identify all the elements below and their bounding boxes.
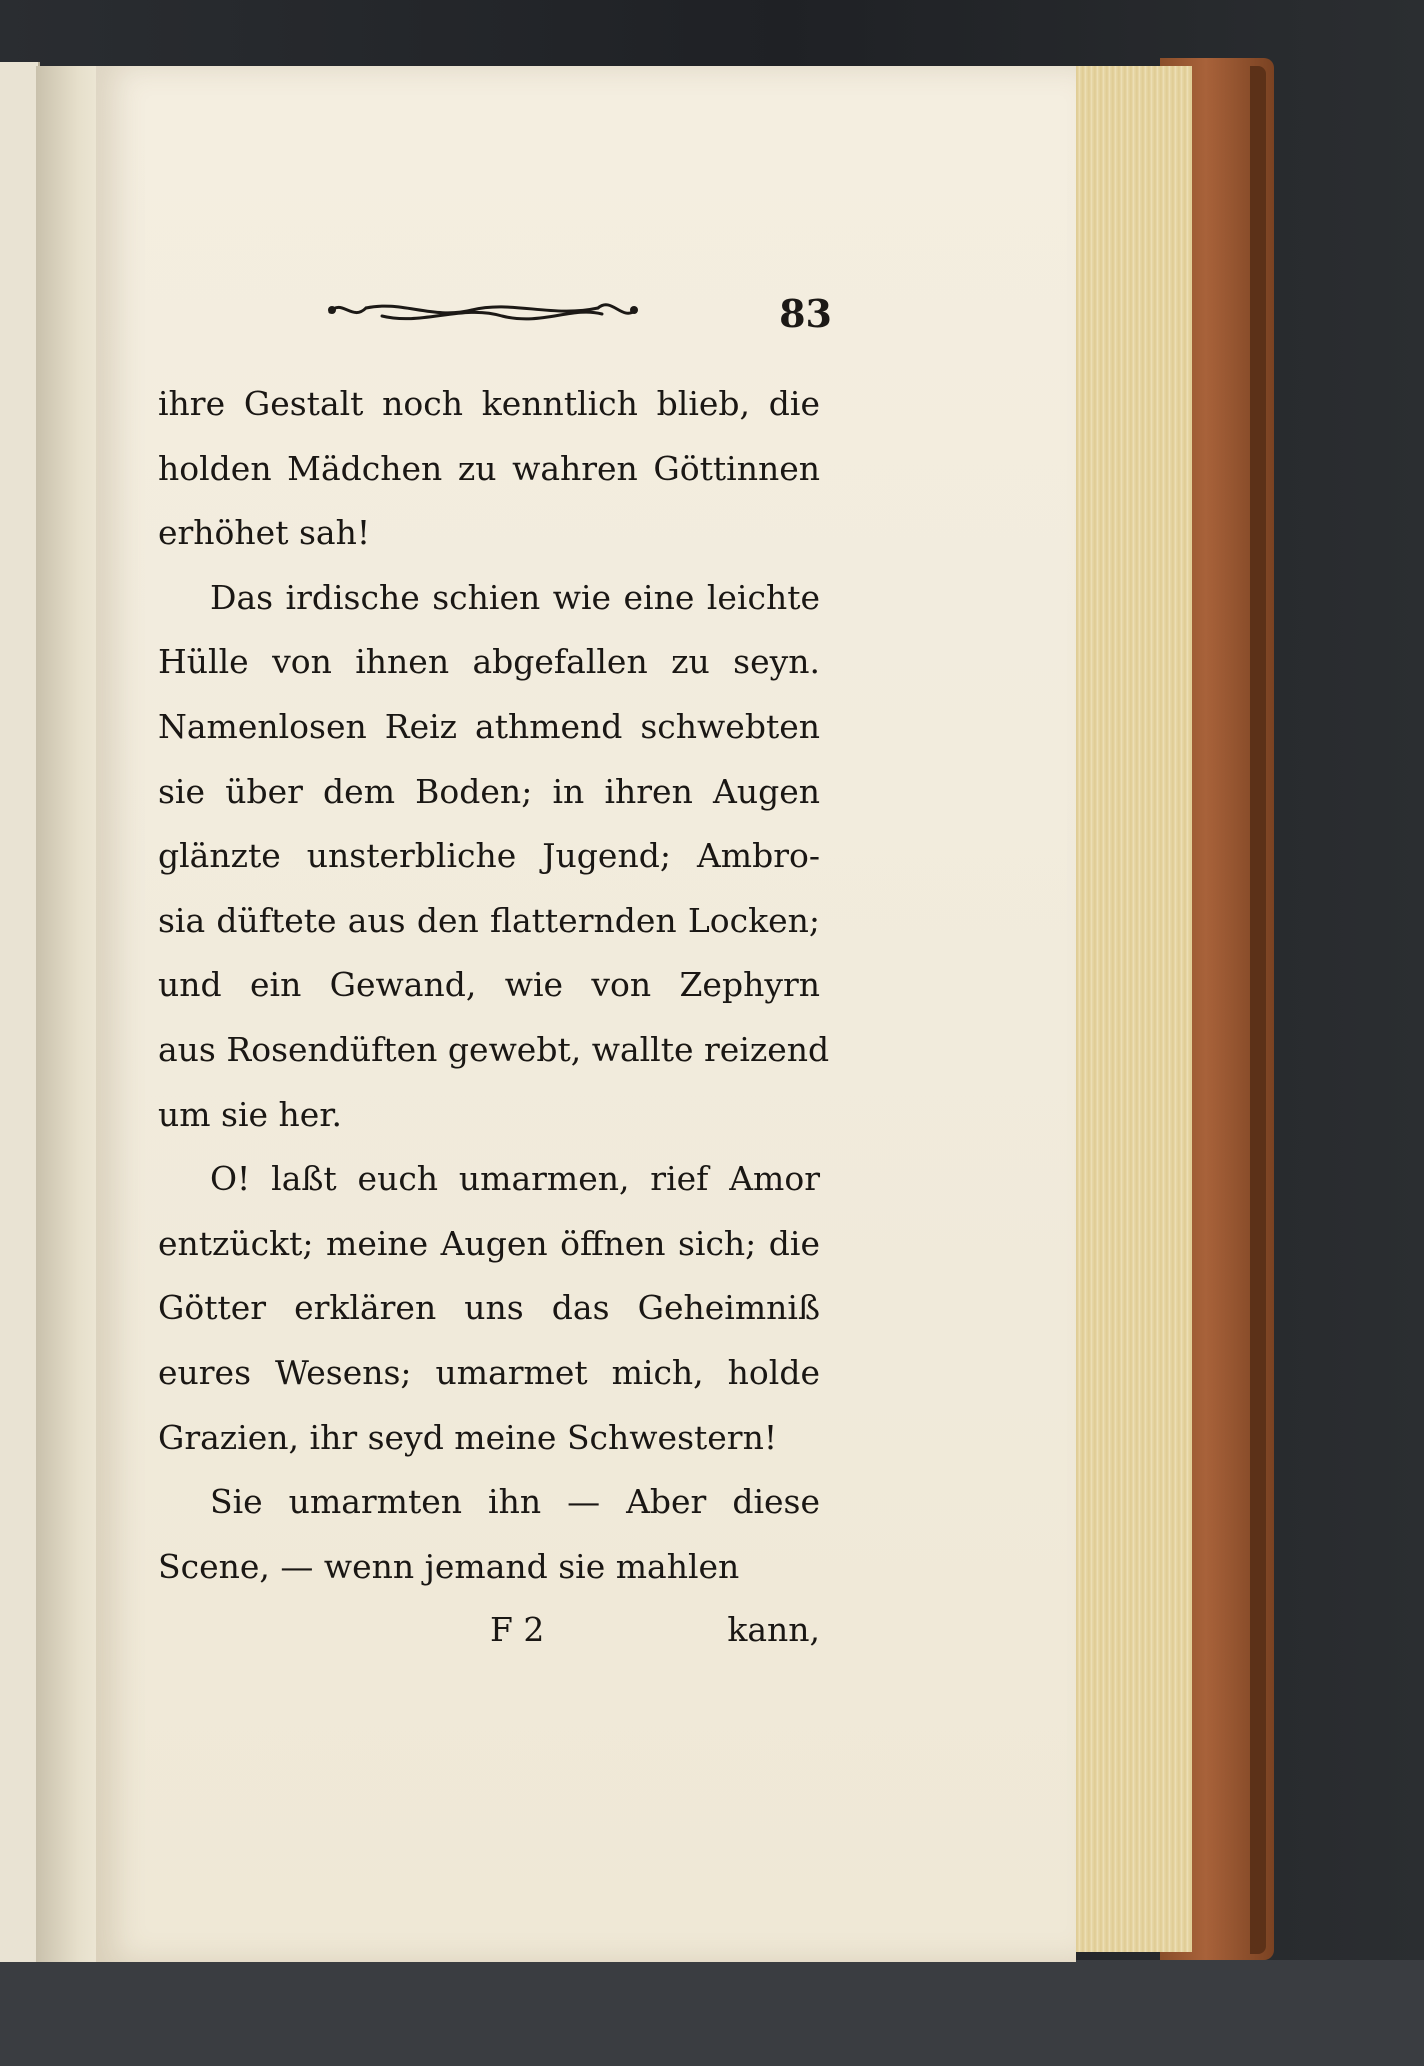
- text-line: Namenlosen Reiz athmend schwebten: [158, 706, 820, 746]
- signature-mark: F 2: [490, 1610, 545, 1649]
- text-line: eures Wesens; umarmet mich, holde: [158, 1352, 820, 1392]
- text-line: Scene, — wenn jemand sie mahlen: [158, 1546, 740, 1586]
- text-line: aus Rosendüften gewebt, wallte reizend: [158, 1029, 830, 1069]
- text-line: Grazien, ihr seyd meine Schwestern!: [158, 1417, 778, 1457]
- paragraph: [158, 566, 830, 1147]
- book-cover-edge: [1250, 66, 1266, 1954]
- left-page-edge: [0, 62, 40, 1962]
- text-line: erhöhet sah!: [158, 513, 371, 553]
- body-text: [158, 372, 830, 1599]
- catchword: kann,: [727, 1610, 820, 1649]
- text-line: entzückt; meine Augen öffnen sich; die: [158, 1223, 820, 1263]
- text-line: O! laßt euch umarmen, rief Amor: [210, 1159, 820, 1199]
- fleuron-rule-ornament-icon: [322, 286, 642, 334]
- background-strip: [0, 1960, 1424, 2066]
- paragraph: [158, 1470, 820, 1599]
- text-line: und ein Gewand, wie von Zephyrn: [158, 965, 820, 1005]
- text-line: sie über dem Boden; in ihren Augen: [158, 771, 820, 811]
- text-line: Hülle von ihnen abgefallen zu seyn.: [158, 642, 820, 682]
- text-line: glänzte unsterbliche Jugend; Ambro-: [158, 836, 820, 876]
- text-line: holden Mädchen zu wahren Göttinnen: [158, 448, 820, 488]
- page-number: 83: [779, 291, 832, 336]
- text-line: Götter erklären uns das Geheimniß: [158, 1288, 820, 1328]
- text-line: Sie umarmten ihn — Aber diese: [210, 1482, 820, 1522]
- page-edges: [1072, 66, 1192, 1952]
- text-line: sia düftete aus den flatternden Locken;: [158, 900, 820, 940]
- paragraph: [158, 372, 820, 566]
- paragraph: [158, 1147, 820, 1470]
- text-line: ihre Gestalt noch kenntlich blieb, die: [158, 384, 820, 423]
- page-footer: [158, 1598, 820, 1662]
- text-line: Das irdische schien wie eine leichte: [210, 577, 820, 617]
- text-line: um sie her.: [158, 1094, 342, 1134]
